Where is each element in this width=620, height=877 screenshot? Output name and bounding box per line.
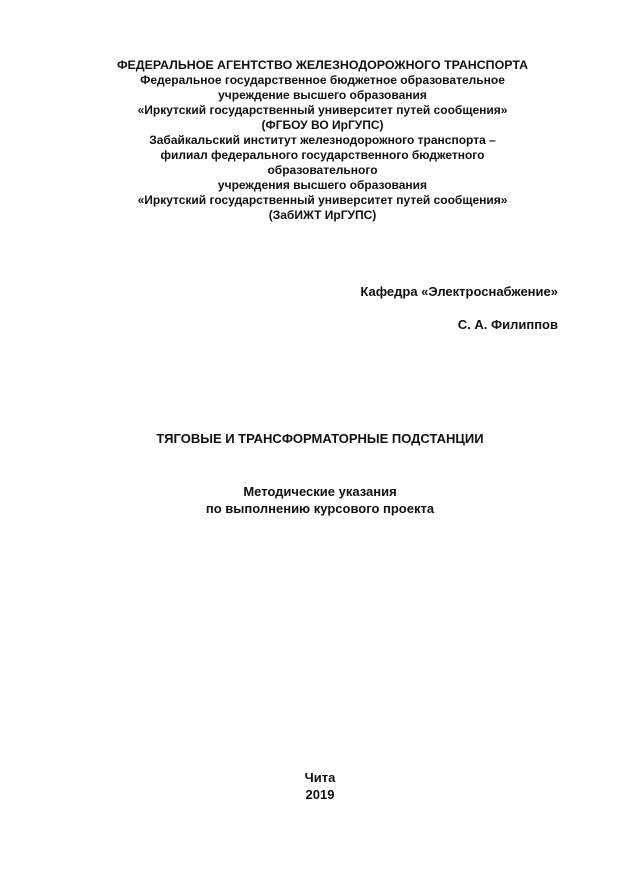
subtitle-line: Методические указания bbox=[243, 484, 397, 499]
header-line: (ЗабИЖТ ИрГУПС) bbox=[268, 208, 377, 222]
header-line-agency: ФЕДЕРАЛЬНОЕ АГЕНТСТВО ЖЕЛЕЗНОДОРОЖНОГО ТРАНСПОРТА bbox=[116, 58, 529, 72]
header-line: учреждение высшего образования bbox=[218, 88, 427, 102]
header-line: Федеральное государственное бюджетное образовательное bbox=[140, 73, 505, 87]
header-line: филиал федерального государственного бюджетного bbox=[160, 148, 485, 162]
department-name: Кафедра «Электроснабжение» bbox=[360, 284, 558, 299]
header-line: учреждения высшего образования bbox=[217, 178, 428, 192]
publication-city: Чита bbox=[304, 770, 336, 785]
header-line: «Иркутский государственный университет путей сообщения» bbox=[137, 103, 508, 117]
header-line: образовательного bbox=[267, 163, 378, 177]
publication-year: 2019 bbox=[305, 787, 335, 802]
document-title: ТЯГОВЫЕ И ТРАНСФОРМАТОРНЫЕ ПОДСТАНЦИИ bbox=[156, 431, 484, 446]
author-name: С. А. Филиппов bbox=[457, 317, 558, 332]
subtitle-line: по выполнению курсового проекта bbox=[205, 501, 435, 516]
organization-header bbox=[60, 58, 585, 223]
header-line: (ФГБОУ ВО ИрГУПС) bbox=[261, 118, 384, 132]
header-line: Забайкальский институт железнодорожного транспорта – bbox=[149, 133, 496, 147]
publication-info bbox=[0, 769, 620, 803]
document-subtitle bbox=[0, 483, 620, 517]
header-line: «Иркутский государственный университет путей сообщения» bbox=[137, 193, 508, 207]
